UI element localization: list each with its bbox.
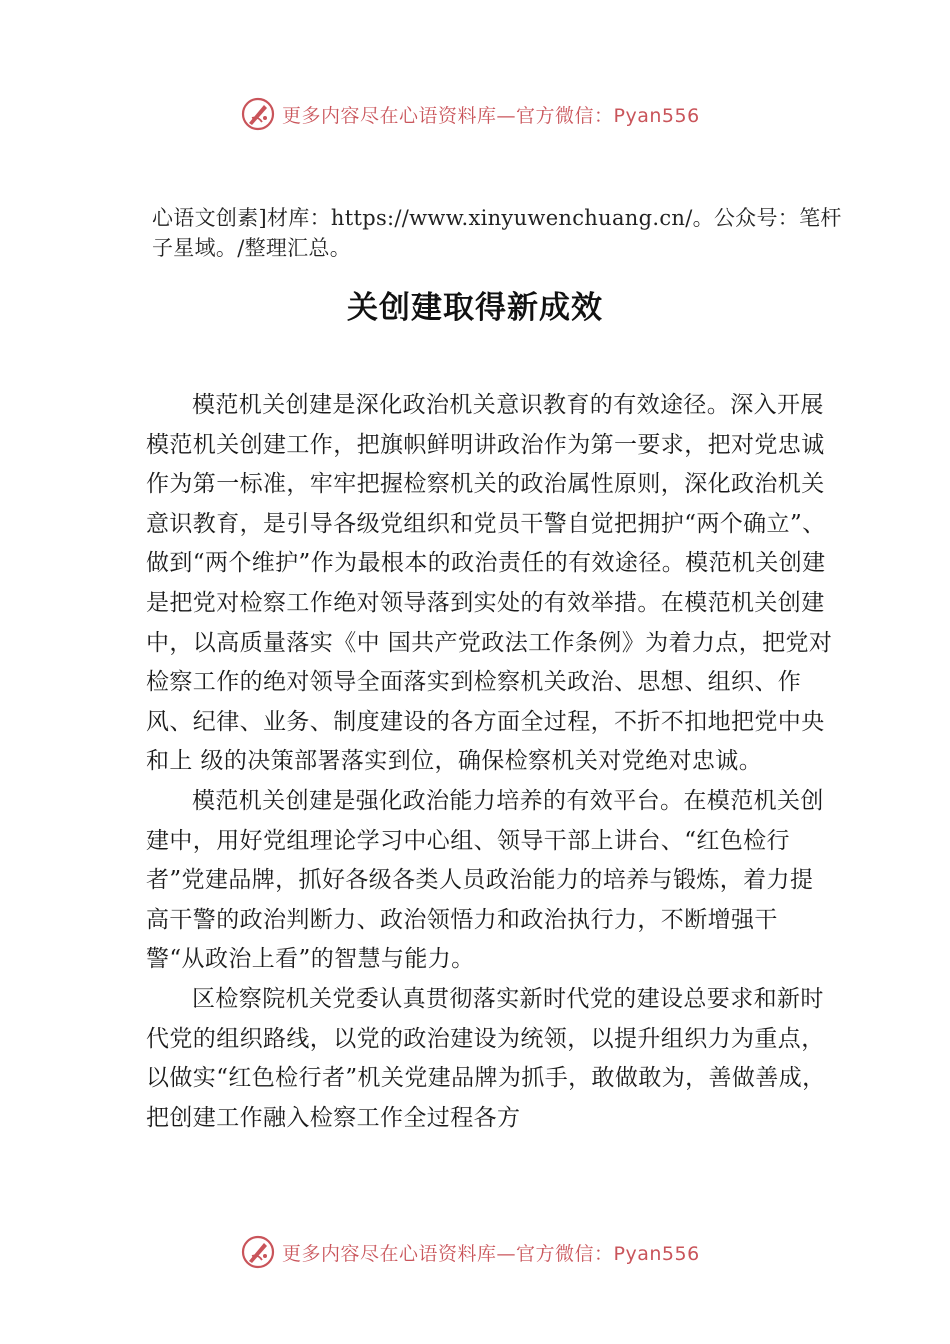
- watermark-label: 更多内容尽在心语资料库—官方微信：: [282, 104, 614, 127]
- watermark-wechat-id: Pyan556: [613, 1242, 700, 1265]
- body-paragraph: 模范机关创建是深化政治机关意识教育的有效途径。深入开展模范机关创建工作，把旗帜鲜明讲政治作为第一要求，把对党忠诚作为第一标准，牢牢把握检察机关的政治属性原则，深化政治机关意识教育，是引导各级党组织和党员干警自觉把拥护“两个确立”、做到“两个维护”作为最根本的政治责任的有效途径。模范机关创建是把党对检察工作绝对领导落到实处的有效举措。在模范机关创建中，以高质量落实《中 国共产党政法工作条例》为着力点，把党对检察工作的绝对领导全面落实到检察机关政治、思想、组织、作风、纪律、业务、制度建设的各方面全过程，不折不扣地把党中央和上 级的决策部署落实到位，确保检察机关对党绝对忠诚。: [146, 392, 833, 775]
- header-watermark: [240, 94, 700, 134]
- page-title: 关创建取得新成效: [347, 290, 603, 326]
- watermark-wechat-id: Pyan556: [613, 104, 700, 127]
- watermark-text: [282, 101, 700, 128]
- quill-pen-icon: [240, 1234, 276, 1270]
- body-paragraph: 区检察院机关党委认真贯彻落实新时代党的建设总要求和新时代党的组织路线，以党的政治建设为统领，以提升组织力为重点，以做实“红色检行者”机关党建品牌为抓手，敢做敢为，善做善成，把创建工作融入检察工作全过程各方: [146, 985, 826, 1131]
- footer-watermark: [240, 1232, 700, 1272]
- document-body: [146, 386, 836, 1138]
- quill-pen-icon: [240, 96, 276, 132]
- body-paragraph: 模范机关创建是强化政治能力培养的有效平台。在模范机关创建中，用好党组理论学习中心组、领导干部上讲台、“红色检行者”党建品牌，抓好各级各类人员政治能力的培养与锻炼，着力提高干警的政治判断力、政治领悟力和政治执行力，不断增强干警“从政治上看”的智慧与能力。: [146, 787, 824, 973]
- watermark-label: 更多内容尽在心语资料库—官方微信：: [282, 1242, 614, 1265]
- source-note: 心语文创素]材库：https://www.xinyuwenchuang.cn/。公众号：笔杆子星域。/整理汇总。: [152, 206, 842, 260]
- watermark-text: [282, 1239, 700, 1266]
